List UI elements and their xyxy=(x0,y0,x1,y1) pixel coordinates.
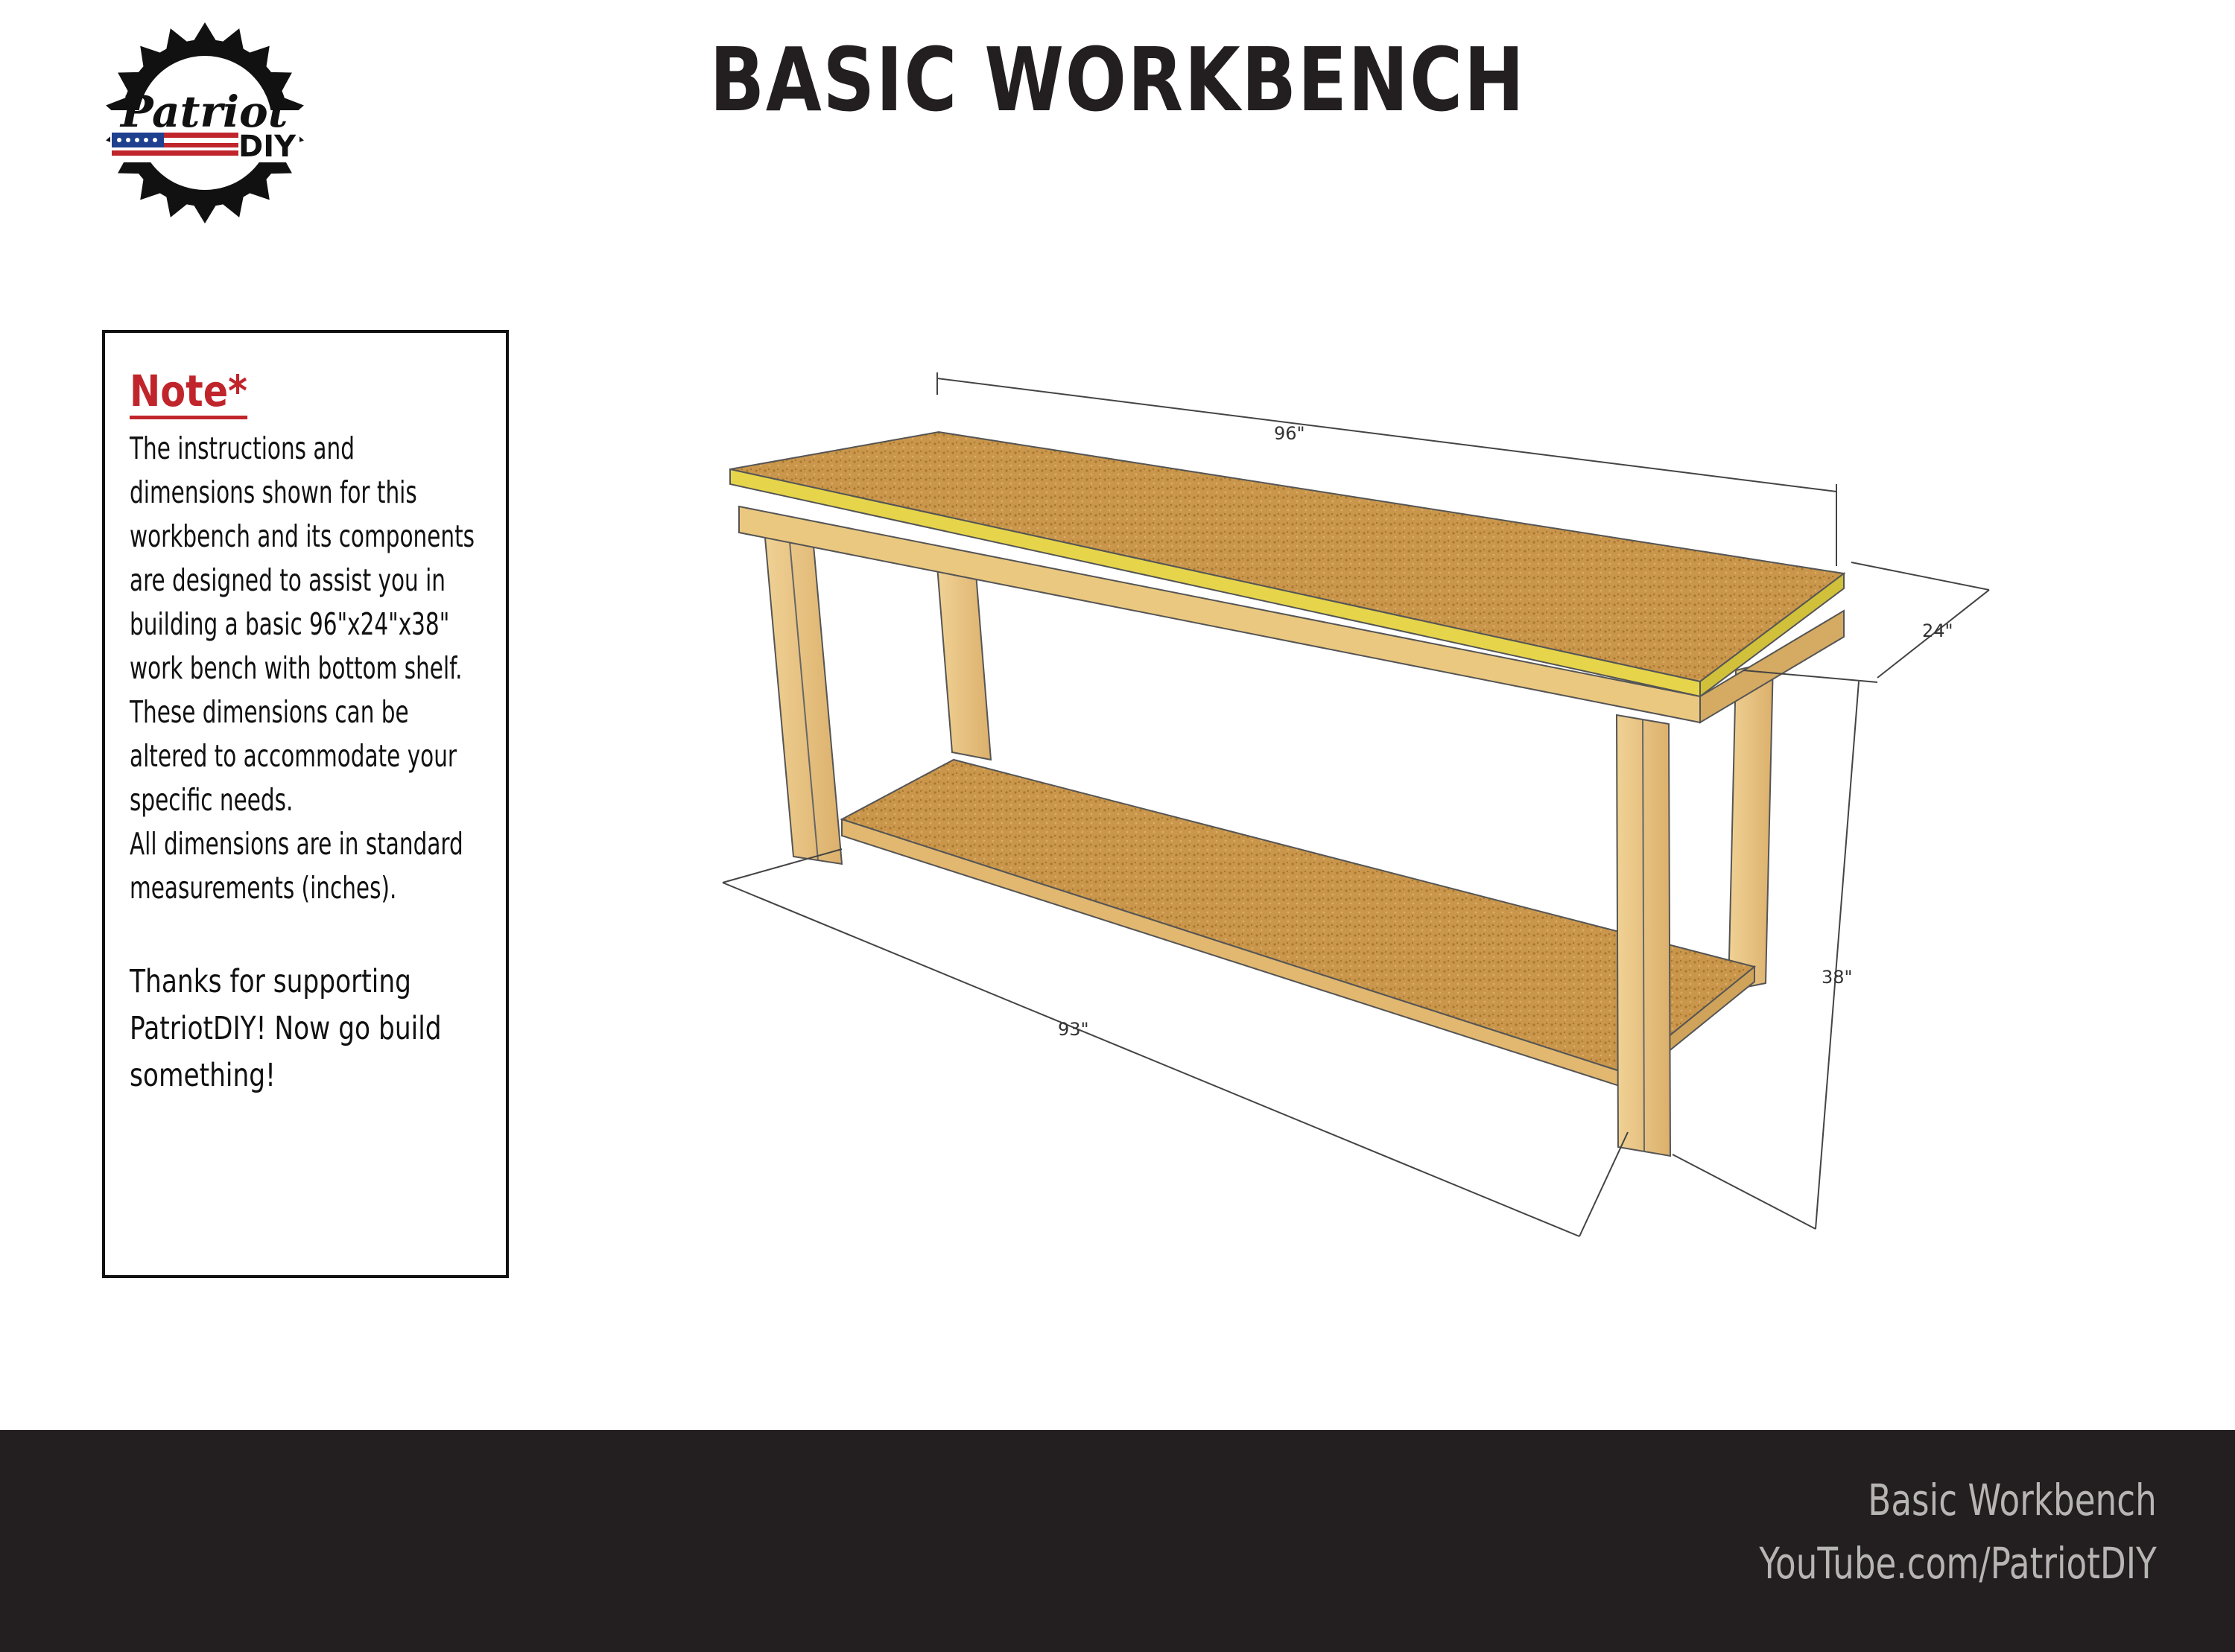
footer-bar xyxy=(0,1430,2235,1652)
page-title: BASIC WORKBENCH xyxy=(709,28,1526,131)
logo-diy: DIY xyxy=(238,130,297,164)
back-leg-right xyxy=(1728,661,1773,991)
footer-project-name: Basic Workbench xyxy=(1868,1475,2157,1525)
back-leg-left xyxy=(937,566,991,760)
dimension-height-label: 38" xyxy=(1822,967,1853,988)
dimension-depth-label: 24" xyxy=(1922,620,1953,641)
note-thanks: Thanks for supporting PatriotDIY! Now go build something! xyxy=(130,963,442,1094)
dimension-length-label: 96" xyxy=(1274,423,1305,444)
note-body: The instructions and dimensions shown for this workbench and its components are designed to assist you in building a basic 96"x24"x38" work bench with bottom shelf. These dimensions can be altered to accommodate your specific needs. All dimensions are in standard measurements (inches). xyxy=(130,431,475,906)
note-heading: Note* xyxy=(130,366,247,419)
note-box xyxy=(102,330,509,1278)
dimension-shelf-label: 93" xyxy=(1058,1019,1089,1040)
workbench-illustration xyxy=(700,343,1997,1259)
logo-wordmark: Patriot xyxy=(121,86,288,137)
footer-youtube-link[interactable]: YouTube.com/PatriotDIY xyxy=(1759,1538,2157,1589)
